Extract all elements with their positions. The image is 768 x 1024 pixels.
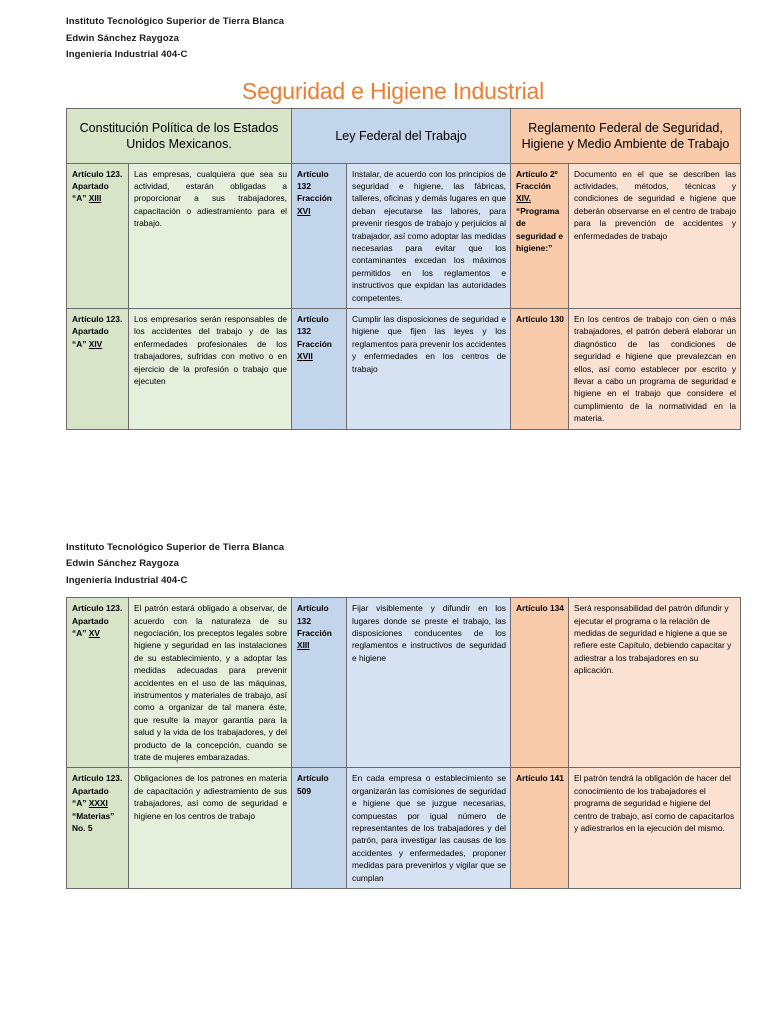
article-label-line-2: Apartado “A” bbox=[72, 326, 109, 349]
article-label-fraction: XV bbox=[88, 627, 100, 638]
article-label-reglamento bbox=[511, 308, 569, 429]
article-text-ley: Fijar visiblemente y difundir en los lugares donde se preste el trabajo, las disposiciones conducentes de los reglamentos e instructivos de seguridad e higiene bbox=[347, 598, 511, 768]
header-line-author: Edwin Sánchez Raygoza bbox=[66, 558, 179, 570]
article-text-constitucion: El patrón estará obligado a observar, de acuerdo con la naturaleza de su negociación, los preceptos legales sobre higiene y seguridad en las instalaciones de su establecimiento, y a adoptar las medidas adecuadas para prevenir accidentes en el uso de las máquinas, instrumentos y materiales de trabajo, así como a organizar de tal manera éste, que resulte la mayor garantía para la salud y la vida de los trabajadores, y del producto de la concepción, cuando se trate de mujeres embarazadas. bbox=[129, 598, 292, 768]
article-label-line-2: Apartado “A” bbox=[72, 180, 109, 204]
article-label-fraction: XVII bbox=[297, 351, 313, 362]
article-label-line-2: Fracción bbox=[297, 338, 332, 349]
header-table-gap bbox=[0, 589, 768, 597]
column-header-ley-federal: Ley Federal del Trabajo bbox=[292, 108, 511, 163]
header-line-program: Ingeniería Industrial 404-C bbox=[66, 49, 188, 60]
article-label-line-1: Artículo 130 bbox=[516, 313, 564, 324]
document-header-page-2 bbox=[0, 526, 768, 590]
comparison-table-page-2 bbox=[66, 597, 741, 889]
article-label-line-2: Fracción bbox=[297, 627, 332, 638]
article-label-line-1: Artículo 132 bbox=[297, 313, 329, 337]
table-row bbox=[67, 598, 741, 768]
table-row bbox=[67, 308, 741, 429]
article-label-line-2: Apartado “A” bbox=[72, 785, 109, 809]
page-title: Seguridad e Higiene Industrial bbox=[241, 77, 545, 104]
article-text-reglamento: El patrón tendrá la obligación de hacer del conocimiento de los trabajadores el programa de seguridad e higiene del centro de trabajo, así como de capacitarlos y adiestrarlos en la ejecución del mismo. bbox=[569, 768, 741, 889]
article-label-constitucion bbox=[67, 768, 129, 889]
article-label-line-2: Fracción bbox=[297, 193, 332, 204]
article-label-reglamento bbox=[511, 163, 569, 308]
article-label-line-2: “Programa de seguridad e higiene:” bbox=[516, 205, 564, 253]
header-line-author: Edwin Sánchez Raygoza bbox=[66, 32, 179, 44]
article-text-constitucion: Obligaciones de los patrones en materia de capacitación y adiestramiento de sus trabajadores, así como de seguridad e higiene en los centros de trabajo bbox=[129, 768, 292, 889]
article-label-line-1: Artículo 123. bbox=[72, 168, 123, 179]
article-text-ley: Cumplir las disposiciones de seguridad e higiene que fijen las leyes y los reglamentos para prevenir los accidentes y enfermedades en los centros de trabajo bbox=[347, 308, 511, 429]
page-2 bbox=[0, 526, 768, 889]
article-text-reglamento: En los centros de trabajo con cien o más trabajadores, el patrón deberá elaborar un diagnóstico de las condiciones de seguridad e higiene que prevalezcan en ellos, así como establecer por escrito y llevar a cabo un programa de seguridad e higiene en el trabajo que considere el cumplimiento de la normatividad en la materia. bbox=[569, 308, 741, 429]
article-label-fraction: XIV. bbox=[516, 193, 532, 204]
article-label-line-1: Artículo 123. bbox=[72, 603, 123, 614]
article-label-reglamento bbox=[511, 598, 569, 768]
table-row bbox=[67, 163, 741, 308]
page-1 bbox=[0, 0, 768, 430]
article-label-ley bbox=[292, 163, 347, 308]
article-label-line-1: Artículo 141 bbox=[516, 773, 564, 784]
article-label-constitucion bbox=[67, 163, 129, 308]
article-label-line-1: Artículo 132 bbox=[297, 168, 329, 191]
article-label-constitucion bbox=[67, 308, 129, 429]
article-label-line-1: Artículo 123. bbox=[72, 773, 123, 784]
document-header-page-1 bbox=[0, 0, 768, 64]
article-label-ley bbox=[292, 598, 347, 768]
header-line-institute: Instituto Tecnológico Superior de Tierra Blanca bbox=[66, 541, 285, 553]
article-label-ley bbox=[292, 308, 347, 429]
article-label-fraction: XIII bbox=[88, 193, 102, 204]
article-label-line-3: “Materias” No. 5 bbox=[72, 810, 115, 834]
article-label-fraction: XVI bbox=[297, 205, 311, 216]
article-text-constitucion: Las empresas, cualquiera que sea su actividad, estarán obligadas a proporcionar a sus trabajadores, capacitación o adiestramiento para el trabajo. bbox=[129, 163, 292, 308]
article-label-line-2: Apartado “A” bbox=[72, 615, 109, 638]
article-label-line-1: Artículo 123. bbox=[72, 313, 123, 324]
article-label-fraction: XIV bbox=[88, 338, 103, 349]
column-header-constitucion: Constitución Política de los Estados Unidos Mexicanos. bbox=[67, 108, 292, 163]
article-label-line-1: Artículo 134 bbox=[516, 603, 564, 614]
article-label-line-1: Artículo 2º Fracción bbox=[516, 168, 558, 191]
column-header-reglamento: Reglamento Federal de Seguridad, Higiene y Medio Ambiente de Trabajo bbox=[511, 108, 741, 163]
table-header-row bbox=[67, 108, 741, 163]
article-text-ley: En cada empresa o establecimiento se organizarán las comisiones de seguridad e higiene que se juzgue necesarias, compuestas por igual número de representantes de los trabajadores y del patrón, para investigar las causas de los accidentes y enfermedades, proponer medidas para prevenirlos y vigilar que se cumplan bbox=[347, 768, 511, 889]
article-label-fraction: XXXI bbox=[88, 798, 108, 809]
article-label-reglamento bbox=[511, 768, 569, 889]
header-line-institute: Instituto Tecnológico Superior de Tierra Blanca bbox=[66, 16, 285, 27]
article-text-constitucion: Los empresarios serán responsables de los accidentes del trabajo y de las enfermedades profesionales de los trabajadores, sufridas con motivo o en ejercicio de la profesión o trabajo que ejecuten bbox=[129, 308, 292, 429]
page-break-gap bbox=[0, 430, 768, 526]
table-row bbox=[67, 768, 741, 889]
article-label-fraction: XIII bbox=[297, 640, 310, 651]
article-label-ley bbox=[292, 768, 347, 889]
article-text-ley: Instalar, de acuerdo con los principios de seguridad e higiene, las fábricas, talleres, oficinas y demás lugares en que deban ejecutarse las labores, para prevenir riesgos de trabajo y perjuicios al trabajador, así como adoptar las medidas necesarias para evitar que los contaminantes excedan los máximos permitidos en los reglamentos e instructivos que expidan las autoridades competentes. bbox=[347, 163, 511, 308]
article-label-constitucion bbox=[67, 598, 129, 768]
article-label-line-1: Artículo 132 bbox=[297, 603, 329, 626]
article-text-reglamento: Será responsabilidad del patrón difundir y ejecutar el programa o la relación de medidas de seguridad e higiene a que se refiere este Capítulo, debiendo capacitar y adiestrar a los trabajadores en su aplicación. bbox=[569, 598, 741, 768]
article-text-reglamento: Documento en el que se describen las actividades, métodos, técnicas y condiciones de seguridad e higiene que deberán observarse en el centro de trabajo para la prevención de accidentes y enfermedades de trabajo bbox=[569, 163, 741, 308]
header-line-program: Ingeniería Industrial 404-C bbox=[66, 574, 188, 586]
comparison-table-page-1 bbox=[66, 108, 741, 430]
article-label-line-1: Artículo 509 bbox=[297, 773, 329, 796]
